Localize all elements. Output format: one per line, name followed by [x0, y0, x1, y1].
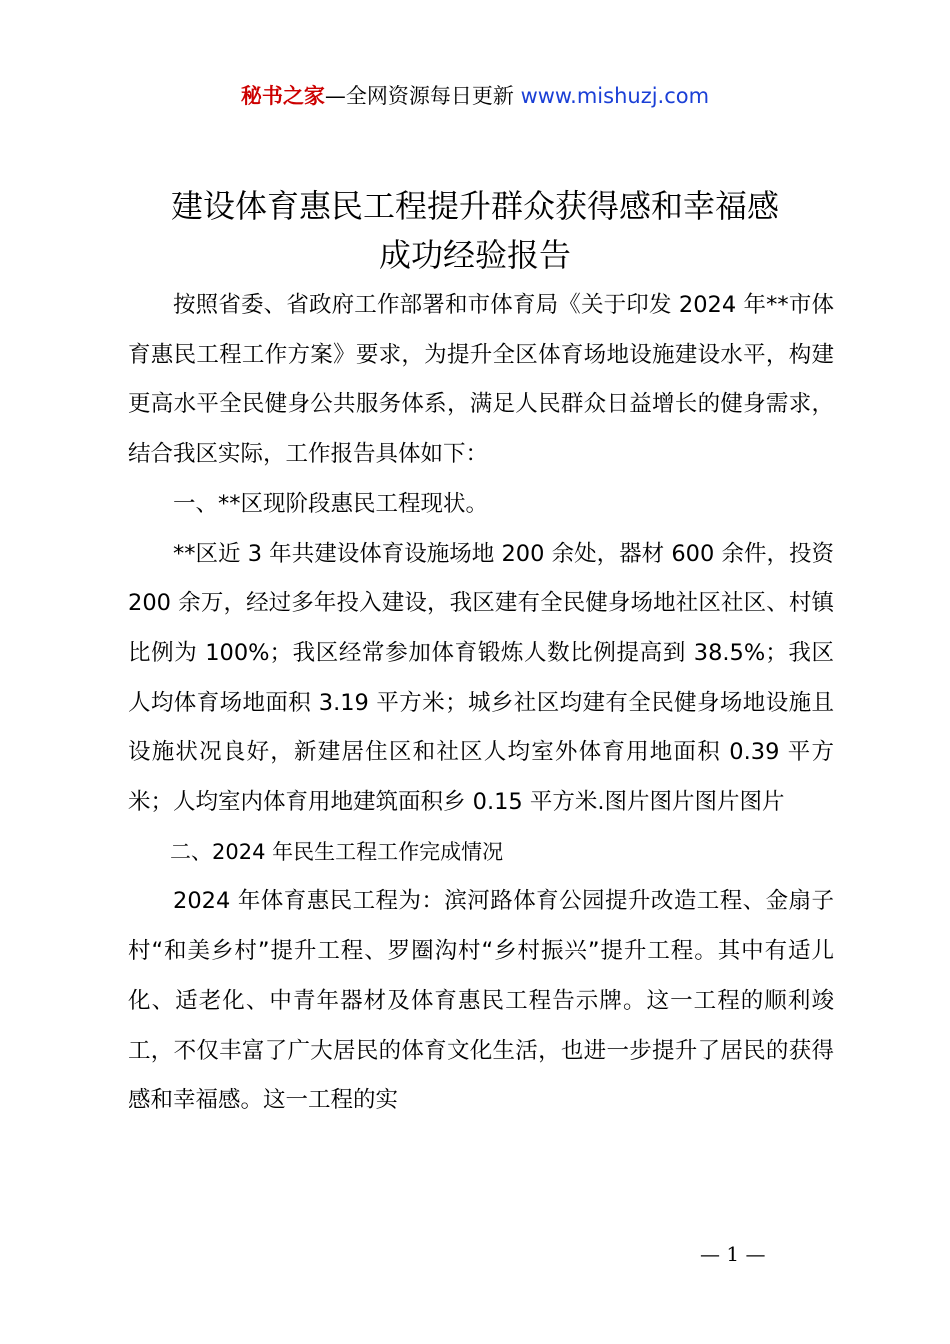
section-heading-2: 二、2024 年民生工程工作完成情况 [170, 839, 504, 864]
completion-paragraph: 2024 年体育惠民工程为：滨河路体育公园提升改造工程、金扇子村“和美乡村”提升工程、罗圈沟村“乡村振兴”提升工程。其中有适儿化、适老化、中青年器材及体育惠民工程告示牌。这一工程的顺利竣工，不仅丰富了广大居民的体育文化生活，也进一步提升了居民的获得感和幸福感。这一工程的实 [128, 888, 834, 1114]
status-paragraph: **区近 3 年共建设体育设施场地 200 余处，器材 600 余件，投资 200 余万，经过多年投入建设，我区建有全民健身场地社区社区、村镇比例为 100%；我区经常参加体育锻炼人数比例提高到 38.5%；我区人均体育场地面积 3.19 平方米；城乡社区均建有全民健身场地设施且设施状况良好，新建居住区和社区人均室外体育用地面积 0.39 平方米；人均室内体育用地建筑面积乡 0.15 平方米.图片图片图片图片 [128, 540, 834, 816]
section-heading-1: 一、**区现阶段惠民工程现状。 [173, 490, 489, 517]
page-number: — 1 — [700, 1242, 766, 1266]
brand-name: 秘书之家 [240, 84, 325, 108]
banner-tagline: —全网资源每日更新 [324, 84, 514, 108]
intro-paragraph: 按照省委、省政府工作部署和市体育局《关于印发 2024 年**市体育惠民工程工作方案》要求，为提升全区体育场地设施建设水平，构建更高水平全民健身公共服务体系，满足人民群众日益增长的健身需求，结合我区实际，工作报告具体如下： [128, 292, 834, 468]
title-line-1: 建设体育惠民工程提升群众获得感和幸福感 [170, 187, 779, 225]
title-line-2: 成功经验报告 [378, 236, 571, 274]
document-body [128, 281, 834, 1126]
site-banner [0, 80, 950, 112]
document-title [0, 182, 950, 280]
site-url[interactable]: www.mishuzj.com [520, 84, 710, 108]
